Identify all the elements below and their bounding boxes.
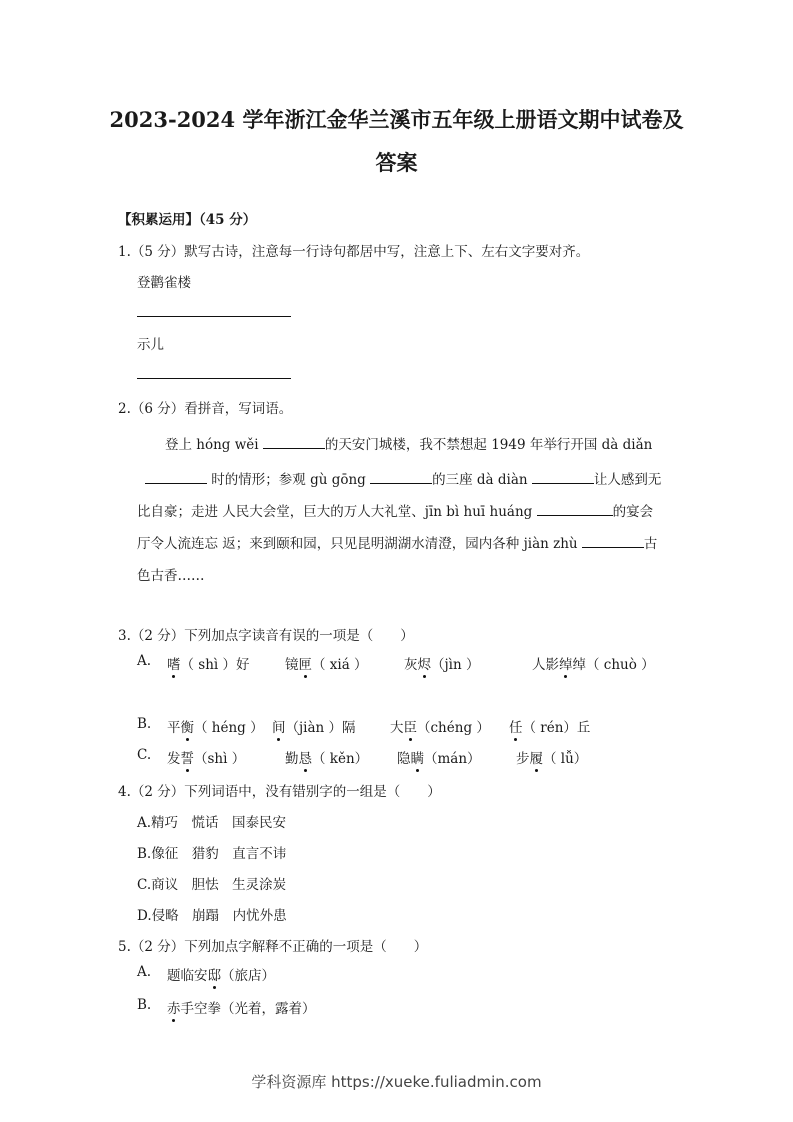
- answer-line: [137, 316, 291, 317]
- question-2-stem: 2.（6 分）看拼音，写词语。: [118, 401, 293, 417]
- blank-line: [145, 469, 207, 484]
- blank-line: [532, 469, 594, 484]
- option-label-c: C.: [137, 747, 152, 763]
- poem-title-2: 示儿: [137, 337, 164, 353]
- option-b-item: 间（jiàn ）隔: [272, 716, 356, 736]
- option-label-b: B.: [137, 716, 152, 732]
- question-2-passage-line: 厅令人流连忘 返；来到颐和园，只见昆明湖湖水清澄，园内各种 jiàn zhù 古: [137, 532, 657, 552]
- question-5-option-a: 题临安邸（旅店）: [167, 964, 275, 984]
- answer-line: [137, 378, 291, 379]
- question-4-option: D.侵略 崩蹋 内忧外患: [137, 908, 287, 924]
- poem-title-1: 登鹳雀楼: [137, 275, 191, 291]
- question-4-stem: 4.（2 分）下列词语中，没有错别字的一组是（ ）: [118, 784, 441, 800]
- question-2-passage-line: 时的情形；参观 gù gōng 的三座 dà diàn 让人感到无: [145, 468, 661, 488]
- question-1-stem: 1.（5 分）默写古诗，注意每一行诗句都居中写，注意上下、左右文字要对齐。: [118, 244, 590, 260]
- option-label-b: B.: [137, 997, 152, 1013]
- option-a-item: 嗜（ shì ）好: [167, 653, 250, 673]
- question-2-passage-line: 色古香……: [137, 568, 205, 584]
- blank-line: [582, 533, 644, 548]
- page-title: 2023-2024 学年浙江金华兰溪市五年级上册语文期中试卷及: [109, 107, 684, 132]
- question-5-option-b: 赤手空拳（光着，露着）: [167, 997, 316, 1017]
- option-c-item: 隐瞒（mán）: [397, 747, 481, 767]
- blank-line: [537, 501, 613, 516]
- option-label-a: A.: [137, 653, 152, 669]
- option-a-item: 镜匣（ xiá ）: [285, 653, 368, 673]
- question-4-option: C.商议 胆怯 生灵涂炭: [137, 877, 287, 893]
- footer-watermark: 学科资源库 https://xueke.fuliadmin.com: [251, 1073, 542, 1091]
- option-b-item: 大臣（chéng ）: [390, 716, 490, 736]
- question-4-option: B.像征 猎豹 直言不讳: [137, 846, 287, 862]
- option-a-item: 人影绰绰（ chuò ）: [532, 653, 655, 673]
- blank-line: [263, 434, 325, 449]
- question-3-stem: 3.（2 分）下列加点字读音有误的一项是（ ）: [118, 628, 414, 644]
- option-b-item: 平衡（ héng ）: [167, 716, 264, 736]
- blank-line: [370, 469, 432, 484]
- option-a-item: 灰烬（jìn ）: [404, 653, 480, 673]
- option-c-item: 发誓（shì ）: [167, 747, 245, 767]
- question-5-stem: 5.（2 分）下列加点字解释不正确的一项是（ ）: [118, 939, 428, 955]
- question-4-option: A.精巧 慌话 国泰民安: [137, 815, 287, 831]
- option-c-item: 步履（ lǚ）: [516, 747, 587, 767]
- question-2-passage-line: 比自豪；走进 人民大会堂，巨大的万人大礼堂、jīn bì huī huáng 的宴会: [137, 500, 653, 520]
- option-label-a: A.: [137, 964, 152, 980]
- option-b-item: 任（ rén）丘: [509, 716, 590, 736]
- section-heading: 【积累运用】（45 分）: [118, 212, 257, 228]
- option-c-item: 勤恳（ kěn）: [285, 747, 368, 767]
- page-title-line2: 答案: [375, 150, 418, 175]
- question-2-passage-line: 登上 hóng wěi 的天安门城楼，我不禁想起 1949 年举行开国 dà diǎn: [165, 433, 652, 453]
